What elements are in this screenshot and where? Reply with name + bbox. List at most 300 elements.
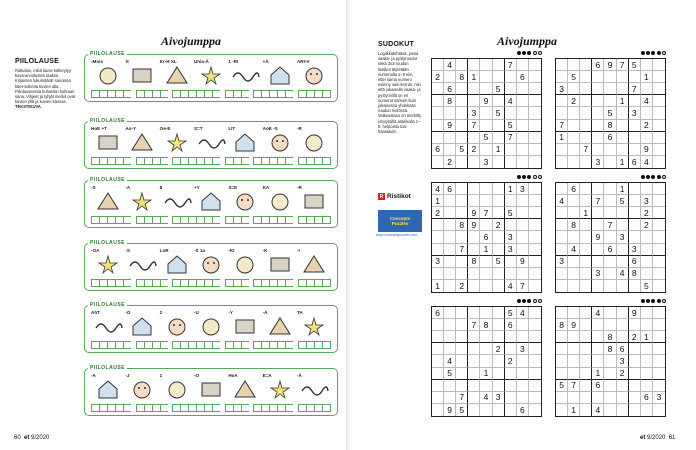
answer-box[interactable]: [322, 279, 331, 287]
sudoku-empty-cell[interactable]: [505, 404, 517, 416]
sudoku-empty-cell[interactable]: [456, 120, 468, 132]
answer-box[interactable]: [204, 279, 212, 287]
sudoku-empty-cell[interactable]: [653, 319, 665, 331]
sudoku-empty-cell[interactable]: [592, 343, 604, 355]
answer-box[interactable]: [212, 341, 220, 349]
answer-box[interactable]: [204, 341, 212, 349]
sudoku-empty-cell[interactable]: [456, 380, 468, 392]
sudoku-empty-cell[interactable]: [444, 195, 456, 207]
sudoku-empty-cell[interactable]: [493, 280, 505, 292]
sudoku-empty-cell[interactable]: [529, 156, 541, 168]
sudoku-empty-cell[interactable]: [592, 132, 604, 144]
answer-box[interactable]: [277, 279, 285, 287]
answer-box[interactable]: [172, 90, 180, 98]
sudoku-empty-cell[interactable]: [653, 207, 665, 219]
sudoku-empty-cell[interactable]: [592, 107, 604, 119]
sudoku-empty-cell[interactable]: [580, 244, 592, 256]
sudoku-empty-cell[interactable]: [592, 219, 604, 231]
sudoku-empty-cell[interactable]: [444, 268, 456, 280]
sudoku-empty-cell[interactable]: [604, 380, 616, 392]
sudoku-empty-cell[interactable]: [653, 343, 665, 355]
sudoku-empty-cell[interactable]: [517, 268, 529, 280]
sudoku-empty-cell[interactable]: [456, 183, 468, 195]
answer-box[interactable]: [188, 341, 196, 349]
sudoku-empty-cell[interactable]: [517, 107, 529, 119]
sudoku-empty-cell[interactable]: [432, 83, 444, 95]
sudoku-empty-cell[interactable]: [444, 244, 456, 256]
sudoku-empty-cell[interactable]: [493, 71, 505, 83]
sudoku-empty-cell[interactable]: [580, 71, 592, 83]
sudoku-empty-cell[interactable]: [529, 219, 541, 231]
sudoku-empty-cell[interactable]: [456, 256, 468, 268]
sudoku-empty-cell[interactable]: [580, 268, 592, 280]
answer-box[interactable]: [269, 341, 277, 349]
sudoku-empty-cell[interactable]: [529, 268, 541, 280]
sudoku-empty-cell[interactable]: [629, 319, 641, 331]
answer-box[interactable]: [285, 157, 293, 165]
sudoku-empty-cell[interactable]: [604, 71, 616, 83]
answer-box[interactable]: [91, 216, 99, 224]
sudoku-empty-cell[interactable]: [617, 207, 629, 219]
answer-box[interactable]: [212, 157, 220, 165]
answer-box[interactable]: [188, 404, 196, 412]
sudoku-empty-cell[interactable]: [468, 95, 480, 107]
sudoku-empty-cell[interactable]: [432, 331, 444, 343]
sudoku-empty-cell[interactable]: [493, 156, 505, 168]
answer-box[interactable]: [225, 341, 233, 349]
answer-box[interactable]: [306, 90, 314, 98]
sudoku-empty-cell[interactable]: [480, 71, 492, 83]
sudoku-empty-cell[interactable]: [568, 268, 580, 280]
sudoku-empty-cell[interactable]: [568, 156, 580, 168]
sudoku-empty-cell[interactable]: [480, 107, 492, 119]
answer-box[interactable]: [123, 157, 131, 165]
sudoku-empty-cell[interactable]: [517, 355, 529, 367]
answer-box[interactable]: [306, 279, 314, 287]
sudoku-empty-cell[interactable]: [529, 71, 541, 83]
sudoku-empty-cell[interactable]: [505, 219, 517, 231]
answer-box[interactable]: [123, 279, 131, 287]
sudoku-empty-cell[interactable]: [592, 83, 604, 95]
sudoku-empty-cell[interactable]: [456, 307, 468, 319]
answer-box[interactable]: [115, 341, 123, 349]
sudoku-empty-cell[interactable]: [592, 71, 604, 83]
sudoku-empty-cell[interactable]: [592, 256, 604, 268]
sudoku-empty-cell[interactable]: [617, 244, 629, 256]
answer-box[interactable]: [314, 90, 322, 98]
sudoku-empty-cell[interactable]: [617, 144, 629, 156]
sudoku-empty-cell[interactable]: [641, 59, 653, 71]
answer-box[interactable]: [107, 404, 115, 412]
sudoku-empty-cell[interactable]: [568, 392, 580, 404]
sudoku-empty-cell[interactable]: [617, 404, 629, 416]
sudoku-empty-cell[interactable]: [456, 207, 468, 219]
answer-box[interactable]: [212, 279, 220, 287]
sudoku-empty-cell[interactable]: [432, 95, 444, 107]
answer-box[interactable]: [123, 90, 131, 98]
answer-box[interactable]: [152, 279, 160, 287]
answer-box[interactable]: [115, 404, 123, 412]
sudoku-empty-cell[interactable]: [493, 404, 505, 416]
sudoku-empty-cell[interactable]: [529, 319, 541, 331]
sudoku-empty-cell[interactable]: [456, 95, 468, 107]
answer-box[interactable]: [196, 341, 204, 349]
sudoku-empty-cell[interactable]: [444, 231, 456, 243]
answer-box[interactable]: [160, 90, 168, 98]
sudoku-empty-cell[interactable]: [556, 280, 568, 292]
sudoku-empty-cell[interactable]: [529, 120, 541, 132]
answer-box[interactable]: [322, 404, 331, 412]
answer-box[interactable]: [160, 157, 168, 165]
answer-box[interactable]: [91, 90, 99, 98]
sudoku-empty-cell[interactable]: [653, 268, 665, 280]
sudoku-empty-cell[interactable]: [604, 231, 616, 243]
answer-box[interactable]: [322, 90, 331, 98]
sudoku-empty-cell[interactable]: [653, 183, 665, 195]
answer-box[interactable]: [99, 404, 107, 412]
sudoku-empty-cell[interactable]: [444, 307, 456, 319]
sudoku-empty-cell[interactable]: [653, 231, 665, 243]
sudoku-empty-cell[interactable]: [629, 132, 641, 144]
sudoku-empty-cell[interactable]: [604, 280, 616, 292]
answer-box[interactable]: [196, 157, 204, 165]
sudoku-empty-cell[interactable]: [468, 231, 480, 243]
answer-box[interactable]: [188, 90, 196, 98]
sudoku-empty-cell[interactable]: [517, 319, 529, 331]
sudoku-empty-cell[interactable]: [617, 83, 629, 95]
answer-box[interactable]: [241, 341, 249, 349]
sudoku-empty-cell[interactable]: [517, 95, 529, 107]
sudoku-empty-cell[interactable]: [580, 331, 592, 343]
sudoku-empty-cell[interactable]: [604, 368, 616, 380]
sudoku-empty-cell[interactable]: [641, 231, 653, 243]
answer-box[interactable]: [253, 404, 261, 412]
answer-box[interactable]: [180, 216, 188, 224]
sudoku-empty-cell[interactable]: [556, 183, 568, 195]
answer-box[interactable]: [298, 90, 306, 98]
sudoku-empty-cell[interactable]: [604, 156, 616, 168]
sudoku-empty-cell[interactable]: [529, 355, 541, 367]
sudoku-empty-cell[interactable]: [617, 256, 629, 268]
answer-box[interactable]: [212, 90, 220, 98]
sudoku-empty-cell[interactable]: [653, 59, 665, 71]
answer-box[interactable]: [277, 341, 285, 349]
sudoku-empty-cell[interactable]: [493, 132, 505, 144]
sudoku-empty-cell[interactable]: [568, 144, 580, 156]
sudoku-empty-cell[interactable]: [617, 380, 629, 392]
sudoku-empty-cell[interactable]: [604, 355, 616, 367]
sudoku-empty-cell[interactable]: [444, 71, 456, 83]
sudoku-empty-cell[interactable]: [493, 95, 505, 107]
answer-box[interactable]: [204, 404, 212, 412]
answer-box[interactable]: [322, 216, 331, 224]
sudoku-empty-cell[interactable]: [580, 59, 592, 71]
answer-box[interactable]: [253, 341, 261, 349]
answer-box[interactable]: [172, 279, 180, 287]
sudoku-empty-cell[interactable]: [480, 219, 492, 231]
answer-box[interactable]: [152, 90, 160, 98]
answer-box[interactable]: [188, 279, 196, 287]
answer-box[interactable]: [212, 404, 220, 412]
answer-box[interactable]: [253, 279, 261, 287]
answer-box[interactable]: [204, 216, 212, 224]
sudoku-empty-cell[interactable]: [604, 144, 616, 156]
answer-box[interactable]: [99, 341, 107, 349]
answer-box[interactable]: [277, 157, 285, 165]
answer-box[interactable]: [204, 90, 212, 98]
answer-box[interactable]: [285, 216, 293, 224]
answer-box[interactable]: [322, 157, 331, 165]
sudoku-empty-cell[interactable]: [556, 343, 568, 355]
sudoku-empty-cell[interactable]: [493, 207, 505, 219]
sudoku-empty-cell[interactable]: [556, 71, 568, 83]
sudoku-empty-cell[interactable]: [556, 368, 568, 380]
sudoku-empty-cell[interactable]: [604, 256, 616, 268]
sudoku-empty-cell[interactable]: [480, 144, 492, 156]
sudoku-empty-cell[interactable]: [604, 319, 616, 331]
sudoku-empty-cell[interactable]: [468, 280, 480, 292]
answer-box[interactable]: [269, 404, 277, 412]
answer-box[interactable]: [107, 341, 115, 349]
answer-boxes[interactable]: [91, 216, 331, 224]
sudoku-empty-cell[interactable]: [568, 107, 580, 119]
sudoku-empty-cell[interactable]: [493, 268, 505, 280]
answer-box[interactable]: [277, 404, 285, 412]
answer-box[interactable]: [225, 279, 233, 287]
answer-box[interactable]: [123, 404, 131, 412]
answer-box[interactable]: [233, 216, 241, 224]
answer-box[interactable]: [152, 404, 160, 412]
sudoku-empty-cell[interactable]: [629, 231, 641, 243]
sudoku-empty-cell[interactable]: [604, 307, 616, 319]
sudoku-empty-cell[interactable]: [592, 120, 604, 132]
sudoku-empty-cell[interactable]: [517, 368, 529, 380]
sudoku-empty-cell[interactable]: [580, 219, 592, 231]
sudoku-empty-cell[interactable]: [653, 83, 665, 95]
answer-box[interactable]: [136, 157, 144, 165]
sudoku-empty-cell[interactable]: [517, 244, 529, 256]
sudoku-empty-cell[interactable]: [580, 319, 592, 331]
answer-box[interactable]: [269, 279, 277, 287]
answer-box[interactable]: [144, 341, 152, 349]
sudoku-empty-cell[interactable]: [432, 380, 444, 392]
sudoku-empty-cell[interactable]: [444, 256, 456, 268]
sudoku-empty-cell[interactable]: [456, 231, 468, 243]
answer-box[interactable]: [136, 279, 144, 287]
sudoku-empty-cell[interactable]: [568, 307, 580, 319]
sudoku-empty-cell[interactable]: [432, 268, 444, 280]
answer-box[interactable]: [225, 216, 233, 224]
answer-box[interactable]: [136, 341, 144, 349]
sudoku-empty-cell[interactable]: [617, 71, 629, 83]
sudoku-empty-cell[interactable]: [529, 380, 541, 392]
sudoku-empty-cell[interactable]: [456, 343, 468, 355]
sudoku-empty-cell[interactable]: [505, 331, 517, 343]
sudoku-empty-cell[interactable]: [432, 319, 444, 331]
sudoku-empty-cell[interactable]: [641, 343, 653, 355]
sudoku-empty-cell[interactable]: [556, 107, 568, 119]
sudoku-empty-cell[interactable]: [568, 343, 580, 355]
sudoku-empty-cell[interactable]: [493, 183, 505, 195]
sudoku-empty-cell[interactable]: [529, 207, 541, 219]
answer-box[interactable]: [314, 279, 322, 287]
sudoku-empty-cell[interactable]: [517, 156, 529, 168]
sudoku-empty-cell[interactable]: [641, 319, 653, 331]
sudoku-empty-cell[interactable]: [580, 83, 592, 95]
sudoku-empty-cell[interactable]: [468, 404, 480, 416]
sudoku-empty-cell[interactable]: [444, 107, 456, 119]
answer-box[interactable]: [160, 341, 168, 349]
sudoku-empty-cell[interactable]: [444, 132, 456, 144]
answer-box[interactable]: [115, 279, 123, 287]
sudoku-empty-cell[interactable]: [629, 71, 641, 83]
sudoku-empty-cell[interactable]: [444, 380, 456, 392]
sudoku-empty-cell[interactable]: [468, 132, 480, 144]
sudoku-empty-cell[interactable]: [468, 156, 480, 168]
answer-box[interactable]: [144, 216, 152, 224]
answer-box[interactable]: [241, 90, 249, 98]
sudoku-empty-cell[interactable]: [432, 156, 444, 168]
sudoku-empty-cell[interactable]: [592, 355, 604, 367]
sudoku-empty-cell[interactable]: [529, 280, 541, 292]
sudoku-empty-cell[interactable]: [641, 368, 653, 380]
sudoku-empty-cell[interactable]: [592, 244, 604, 256]
sudoku-empty-cell[interactable]: [517, 392, 529, 404]
sudoku-empty-cell[interactable]: [629, 392, 641, 404]
sudoku-empty-cell[interactable]: [556, 156, 568, 168]
sudoku-empty-cell[interactable]: [480, 331, 492, 343]
answer-box[interactable]: [99, 216, 107, 224]
answer-box[interactable]: [298, 341, 306, 349]
answer-box[interactable]: [172, 404, 180, 412]
sudoku-empty-cell[interactable]: [629, 380, 641, 392]
answer-box[interactable]: [152, 216, 160, 224]
answer-box[interactable]: [136, 404, 144, 412]
sudoku-empty-cell[interactable]: [580, 107, 592, 119]
answer-box[interactable]: [196, 216, 204, 224]
answer-box[interactable]: [180, 404, 188, 412]
sudoku-empty-cell[interactable]: [568, 195, 580, 207]
sudoku-empty-cell[interactable]: [517, 207, 529, 219]
sudoku-empty-cell[interactable]: [505, 256, 517, 268]
sudoku-empty-cell[interactable]: [592, 95, 604, 107]
answer-box[interactable]: [233, 341, 241, 349]
sudoku-empty-cell[interactable]: [556, 307, 568, 319]
sudoku-empty-cell[interactable]: [493, 355, 505, 367]
sudoku-empty-cell[interactable]: [556, 219, 568, 231]
answer-box[interactable]: [253, 216, 261, 224]
answer-box[interactable]: [115, 90, 123, 98]
sudoku-empty-cell[interactable]: [432, 107, 444, 119]
sudoku-empty-cell[interactable]: [604, 95, 616, 107]
sudoku-empty-cell[interactable]: [480, 59, 492, 71]
sudoku-empty-cell[interactable]: [456, 59, 468, 71]
answer-box[interactable]: [212, 216, 220, 224]
sudoku-empty-cell[interactable]: [493, 368, 505, 380]
answer-box[interactable]: [306, 341, 314, 349]
sudoku-empty-cell[interactable]: [556, 244, 568, 256]
answer-box[interactable]: [269, 90, 277, 98]
sudoku-empty-cell[interactable]: [505, 83, 517, 95]
sudoku-empty-cell[interactable]: [444, 392, 456, 404]
answer-box[interactable]: [285, 90, 293, 98]
sudoku-empty-cell[interactable]: [480, 380, 492, 392]
sudoku-empty-cell[interactable]: [432, 355, 444, 367]
sudoku-empty-cell[interactable]: [529, 331, 541, 343]
answer-box[interactable]: [241, 279, 249, 287]
sudoku-empty-cell[interactable]: [529, 404, 541, 416]
sudoku-empty-cell[interactable]: [456, 331, 468, 343]
answer-box[interactable]: [123, 216, 131, 224]
answer-box[interactable]: [144, 279, 152, 287]
sudoku-empty-cell[interactable]: [456, 195, 468, 207]
sudoku-empty-cell[interactable]: [580, 231, 592, 243]
sudoku-empty-cell[interactable]: [641, 355, 653, 367]
sudoku-empty-cell[interactable]: [653, 244, 665, 256]
sudoku-empty-cell[interactable]: [641, 380, 653, 392]
answer-box[interactable]: [196, 404, 204, 412]
sudoku-empty-cell[interactable]: [505, 343, 517, 355]
sudoku-empty-cell[interactable]: [580, 183, 592, 195]
sudoku-empty-cell[interactable]: [432, 219, 444, 231]
sudoku-empty-cell[interactable]: [529, 368, 541, 380]
sudoku-empty-cell[interactable]: [580, 380, 592, 392]
sudoku-empty-cell[interactable]: [592, 319, 604, 331]
sudoku-empty-cell[interactable]: [641, 83, 653, 95]
answer-box[interactable]: [225, 404, 233, 412]
sudoku-empty-cell[interactable]: [641, 183, 653, 195]
sudoku-empty-cell[interactable]: [592, 331, 604, 343]
sudoku-empty-cell[interactable]: [568, 207, 580, 219]
sudoku-empty-cell[interactable]: [468, 380, 480, 392]
sudoku-empty-cell[interactable]: [517, 231, 529, 243]
sudoku-empty-cell[interactable]: [480, 195, 492, 207]
answer-box[interactable]: [322, 341, 331, 349]
sudoku-empty-cell[interactable]: [568, 256, 580, 268]
sudoku-empty-cell[interactable]: [580, 132, 592, 144]
answer-box[interactable]: [144, 90, 152, 98]
sudoku-empty-cell[interactable]: [580, 156, 592, 168]
sudoku-empty-cell[interactable]: [468, 268, 480, 280]
sudoku-empty-cell[interactable]: [493, 195, 505, 207]
sudoku-empty-cell[interactable]: [468, 183, 480, 195]
sudoku-empty-cell[interactable]: [580, 404, 592, 416]
sudoku-empty-cell[interactable]: [629, 368, 641, 380]
sudoku-empty-cell[interactable]: [493, 244, 505, 256]
sudoku-empty-cell[interactable]: [493, 380, 505, 392]
sudoku-empty-cell[interactable]: [432, 132, 444, 144]
sudoku-empty-cell[interactable]: [653, 156, 665, 168]
answer-box[interactable]: [160, 404, 168, 412]
sudoku-empty-cell[interactable]: [629, 144, 641, 156]
sudoku-empty-cell[interactable]: [568, 83, 580, 95]
sudoku-empty-cell[interactable]: [556, 95, 568, 107]
answer-box[interactable]: [136, 90, 144, 98]
sudoku-empty-cell[interactable]: [617, 132, 629, 144]
sudoku-empty-cell[interactable]: [432, 392, 444, 404]
sudoku-empty-cell[interactable]: [529, 343, 541, 355]
sudoku-empty-cell[interactable]: [505, 71, 517, 83]
sudoku-empty-cell[interactable]: [653, 280, 665, 292]
sudoku-empty-cell[interactable]: [480, 343, 492, 355]
sudoku-empty-cell[interactable]: [641, 107, 653, 119]
sudoku-empty-cell[interactable]: [653, 256, 665, 268]
answer-boxes[interactable]: [91, 404, 331, 412]
sudoku-empty-cell[interactable]: [468, 355, 480, 367]
sudoku-empty-cell[interactable]: [617, 280, 629, 292]
sudoku-empty-cell[interactable]: [529, 244, 541, 256]
sudoku-empty-cell[interactable]: [580, 120, 592, 132]
